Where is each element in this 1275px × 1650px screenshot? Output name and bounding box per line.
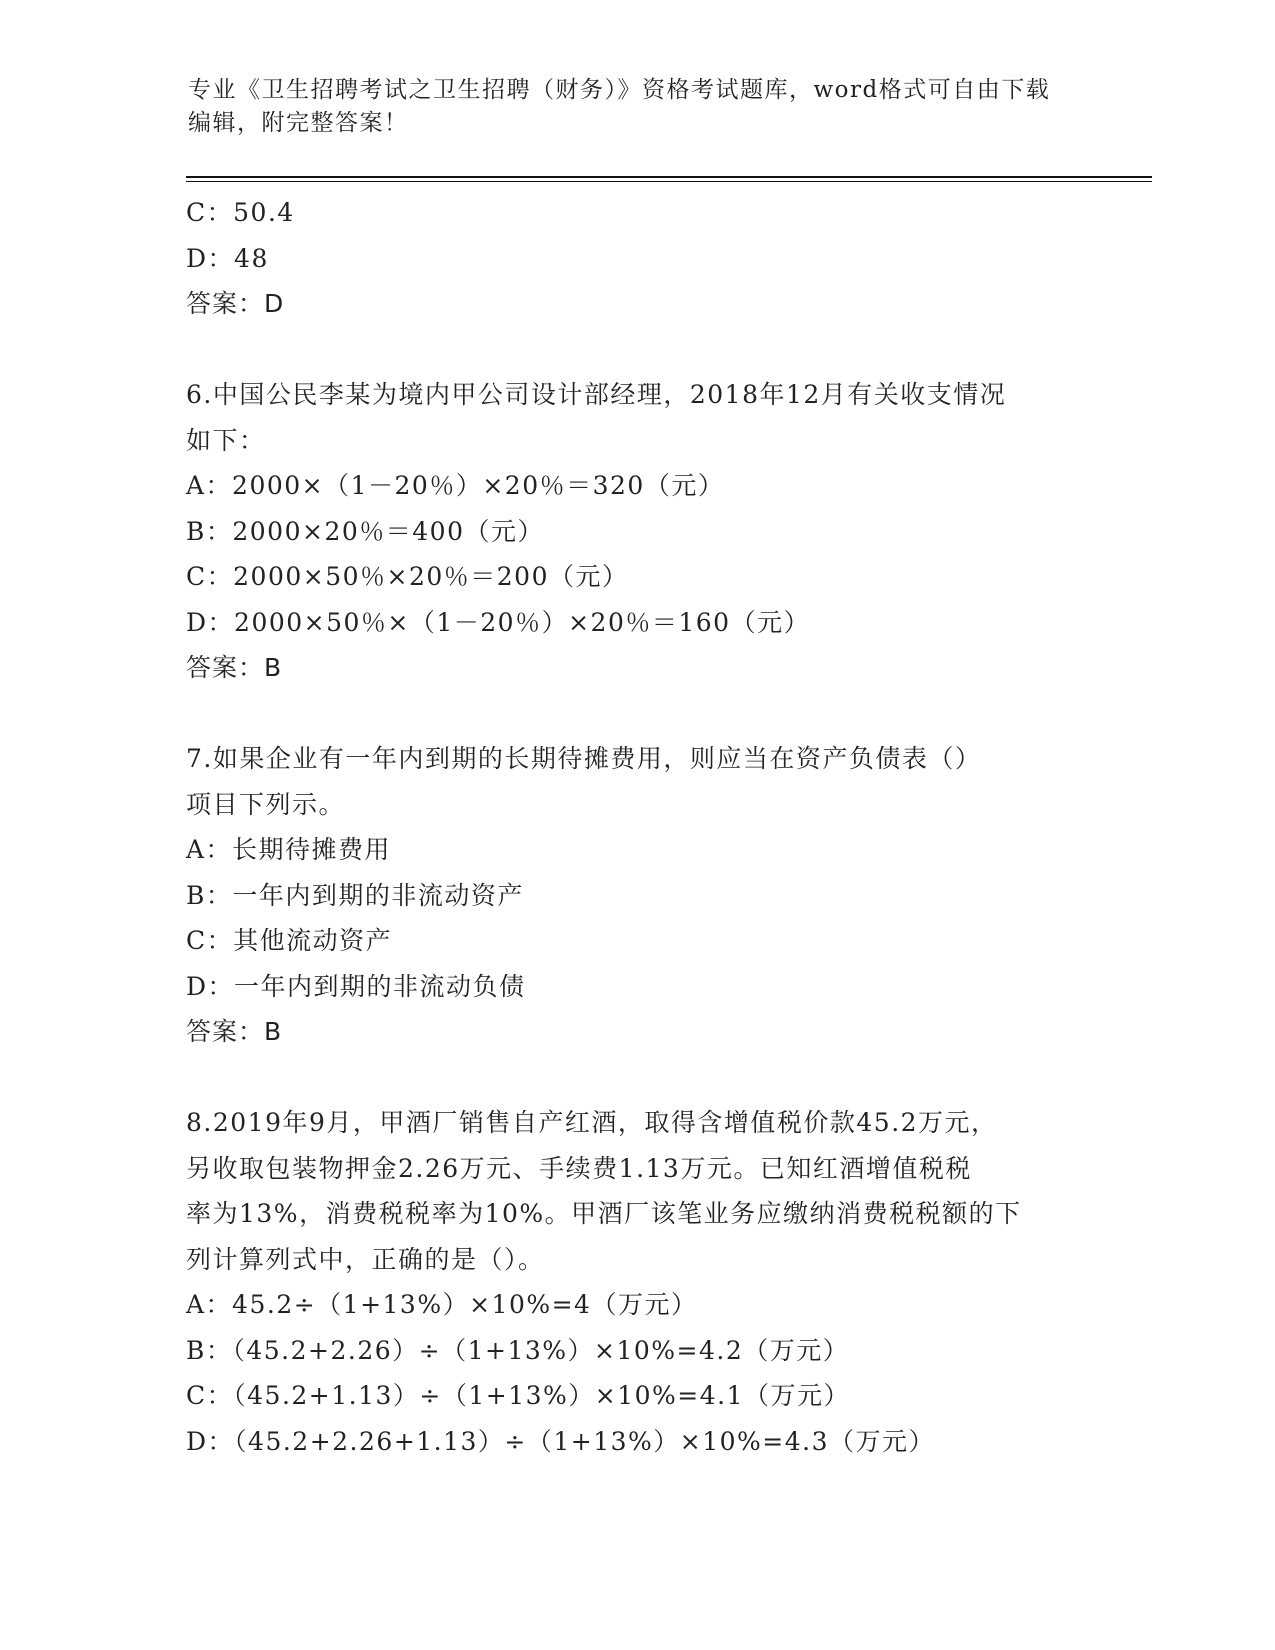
q7-option-b: B：一年内到期的非流动资产	[186, 880, 524, 910]
header-line-2: 编辑，附完整答案！	[188, 110, 409, 136]
q5-option-c: C：50.4	[186, 198, 295, 227]
spacer	[186, 1055, 1086, 1101]
spacer	[186, 327, 1086, 373]
q6-answer: 答案：B	[186, 653, 283, 682]
q8-option-d: D：（45.2+2.26+1.13）÷（1+13%）×10%=4.3（万元）	[186, 1426, 936, 1456]
q6-option-a: A：2000×（1－20％）×20％＝320（元）	[186, 471, 725, 500]
document-header	[188, 74, 1088, 140]
q6-option-d: D：2000×50％×（1－20％）×20％＝160（元）	[186, 607, 811, 637]
q6-option-b: B：2000×20％＝400（元）	[186, 516, 544, 546]
header-divider-thick	[186, 176, 1152, 178]
q6-option-c: C：2000×50％×20％＝200（元）	[186, 562, 629, 591]
q8-option-b: B：（45.2+2.26）÷（1+13%）×10%=4.2（万元）	[186, 1335, 850, 1365]
q8-stem-line-4: 列计算列式中，正确的是（）。	[186, 1244, 545, 1274]
q7-option-d: D：一年内到期的非流动负债	[186, 971, 526, 1001]
header-line-1: 专业《卫生招聘考试之卫生招聘（财务）》资格考试题库，word格式可自由下载	[188, 77, 1051, 103]
q6-stem-line-2: 如下：	[186, 425, 266, 455]
q5-option-d: D：48	[186, 243, 269, 273]
q7-stem-line-2: 项目下列示。	[186, 789, 346, 819]
q7-option-a: A：长期待摊费用	[186, 835, 392, 864]
q6-stem-line-1: 6.中国公民李某为境内甲公司设计部经理，2018年12月有关收支情况	[186, 380, 1007, 409]
question-5	[186, 190, 1086, 327]
q7-answer: 答案：B	[186, 1017, 283, 1046]
document-body	[186, 190, 1086, 1464]
q8-stem-line-2: 另收取包装物押金2.26万元、手续费1.13万元。已知红酒增值税税	[186, 1153, 972, 1183]
q8-option-c: C：（45.2+1.13）÷（1+13%）×10%=4.1（万元）	[186, 1381, 850, 1410]
q5-answer: 答案：D	[186, 289, 285, 318]
spacer	[186, 691, 1086, 737]
q8-stem-line-1: 8.2019年9月，甲酒厂销售自产红酒，取得含增值税价款45.2万元，	[186, 1108, 998, 1137]
question-6	[186, 372, 1086, 691]
question-7	[186, 736, 1086, 1055]
q7-option-c: C：其他流动资产	[186, 926, 393, 955]
q8-stem-line-3: 率为13%，消费税税率为10%。甲酒厂该笔业务应缴纳消费税税额的下	[186, 1199, 1022, 1228]
header-divider-thin	[186, 181, 1152, 182]
question-8	[186, 1100, 1086, 1464]
q8-option-a: A：45.2÷（1+13%）×10%=4（万元）	[186, 1290, 698, 1319]
q7-stem-line-1: 7.如果企业有一年内到期的长期待摊费用，则应当在资产负债表（）	[186, 744, 982, 773]
